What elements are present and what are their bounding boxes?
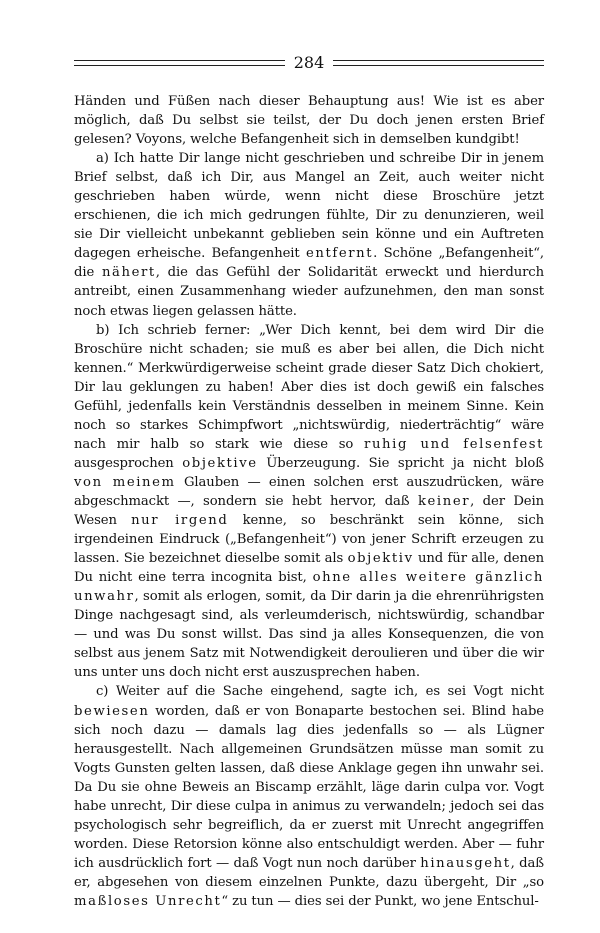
- paragraph: [74, 92, 544, 149]
- paragraph: [74, 321, 544, 683]
- text-run: , der Dein Wesen: [74, 493, 545, 529]
- text-run: ausgesprochen: [74, 455, 183, 471]
- text-run: und für alle, denen Du nicht eine terra incognita bist,: [74, 551, 544, 586]
- spaced-emphasis-text: von meinem: [74, 474, 176, 490]
- text-run: , die das Gefühl der Solidarität erweckt und hierdurch antreibt, einen Zusammenhang wieder aufzunehmen, den man sonst noch etwas liegen gelassen hätte.: [74, 265, 544, 319]
- spaced-emphasis-text: entfernt: [305, 246, 374, 262]
- text-run: b) Ich schrieb ferner: „Wer Dich kennt, bei dem wird Dir die Broschüre nicht schaden; sie muß es aber bei allen, die Dich nicht kennen.“ Merkwürdigerweise scheint grade dieser Satz Dich chokiert, Dir lau geklungen zu haben! Aber dies ist doch gewiß ein falsches Gefühl, jedenfalls kein Verständnis desselben in meinem Sinne. Kein noch so starkes Schimpfwort „nichtswürdig, niederträchtig“ wäre nach mir halb so stark wie diese so: [74, 322, 544, 452]
- page-header: [74, 50, 544, 76]
- spaced-emphasis-text: bewiesen: [74, 703, 150, 719]
- text-run: worden, daß er von Bonaparte bestochen sei. Blind habe sich noch dazu — damals lag dies jedenfalls so — als Lügner herausgestellt. Nach allgemeinen Grundsätzen müsse man somit zu Vogts Gunsten gelten lassen, daß diese Anklage gegen ihn unwahr sei. Da Du sie ohne Beweis an Biscamp erzählt, läge darin culpa vor. Vogt habe unrecht, Dir diese culpa in animus zu verwandeln; jedoch sei das psychologisch sehr begreiflich, da er zuerst mit Unrecht angegriffen worden. Diese Retorsion könne also entschuldigt werden. Aber — fuhr ich ausdrücklich fort — daß Vogt nun noch darüber: [74, 703, 544, 871]
- text-run: Überzeugung. Sie spricht ja nicht bloß: [257, 455, 544, 471]
- spaced-emphasis-text: hinausgeht: [420, 855, 511, 871]
- body-text: [74, 92, 544, 911]
- text-run: a) Ich hatte Dir lange nicht geschrieben und schreibe Dir in jenem Brief selbst, daß ich Dir, aus Mangel an Zeit, auch weiter nicht geschrieben haben würde, wenn nicht diese Broschüre jetzt erschienen, die ich mich gedrungen fühlte, Dir zu denunzieren, weil sie Dir vielleicht unbekannt geblieben sein könne und ein Auftreten dagegen erheische. Befangenheit: [74, 151, 544, 262]
- paragraph: [74, 682, 544, 911]
- text-run: kenne, so beschränkt sein könne, sich irgendeinen Eindruck („Befangenheit“) von jener Schrift erzeugen zu lassen. Sie bezeichnet dieselbe somit als: [74, 513, 544, 567]
- text-run: “ zu tun — dies sei der Punkt, wo jene Entschul-: [221, 893, 539, 909]
- text-run: . Schöne „Befangenheit“, die: [74, 246, 545, 281]
- document-page: [74, 50, 544, 911]
- spaced-emphasis-text: objektive: [182, 455, 258, 471]
- page-number: 284: [293, 53, 325, 72]
- spaced-emphasis-text: objektiv: [347, 551, 414, 567]
- text-run: Händen und Füßen nach dieser Behauptung aus! Wie ist es aber möglich, daß Du selbst sie teilst, der Du doch jenen ersten Brief gelesen? Voyons, welche Befangenheit sich in demselben kundgibt!: [74, 94, 544, 148]
- text-run: , daß er, abgesehen von diesem einzelnen Punkte, dazu übergeht, Dir „so: [74, 855, 544, 890]
- spaced-emphasis-text: nähert: [101, 265, 156, 281]
- spaced-emphasis-text: ohne alles weitere gänzlich unwahr: [74, 570, 544, 605]
- spaced-emphasis-text: nur irgend: [131, 513, 229, 529]
- text-run: , somit als erlogen, somit, da Dir darin ja die ehrenrührigsten Dinge nachgesagt sind, als verleumderisch, nichtswürdig, schandbar — und was Du sonst willst. Das sind ja alles Konsequenzen, die von selbst aus jenem Satz mit Notwendigkeit deroulieren und über die wir uns unter uns doch nicht erst auszusprechen haben.: [74, 589, 544, 681]
- text-run: c) Weiter auf die Sache eingehend, sagte ich, es sei Vogt nicht: [96, 684, 544, 700]
- header-rule-left: [74, 60, 285, 66]
- paragraph: [74, 149, 544, 320]
- spaced-emphasis-text: ruhig und felsenfest: [364, 436, 544, 452]
- spaced-emphasis-text: maßloses Unrecht: [74, 893, 222, 909]
- header-rule-right: [333, 60, 544, 66]
- spaced-emphasis-text: keiner: [417, 493, 471, 509]
- text-run: Glauben — einen solchen erst auszudrücken, wäre abgeschmackt —, sondern sie hebt hervor, daß: [74, 474, 544, 509]
